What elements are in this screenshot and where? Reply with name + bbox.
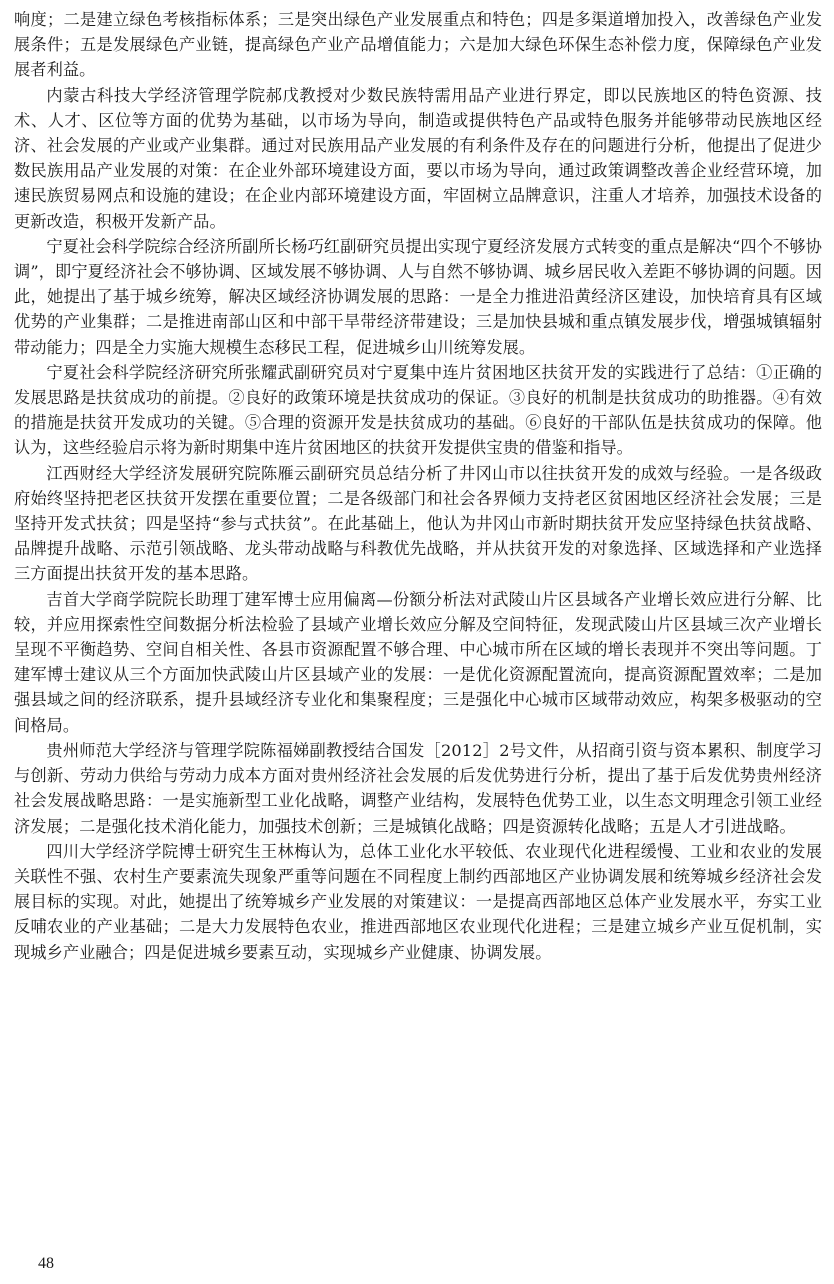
- paragraph-chen-fudi: 贵州师范大学经济与管理学院陈福娣副教授结合国发［2012］2号文件，从招商引资与资本累积、制度学习与创新、劳动力供给与劳动力成本方面对贵州经济社会发展的后发优势进行分析，提出了基于后发优势贵州经济社会发展战略思路：一是实施新型工业化战略，调整产业结构，发展特色优势工业，以生态文明理念引领工业经济发展；二是强化技术消化能力，加强技术创新；三是城镇化战略；四是资源转化战略；五是人才引进战略。: [14, 740, 822, 836]
- paragraph-zhang-yaowu: 宁夏社会科学院经济研究所张耀武副研究员对宁夏集中连片贫困地区扶贫开发的实践进行了总结：①正确的发展思路是扶贫成功的前提。②良好的政策环境是扶贫成功的保证。③良好的机制是扶贫成功的助推器。④有效的措施是扶贫开发成功的关键。⑤合理的资源开发是扶贫成功的基础。⑥良好的干部队伍是扶贫成功的保障。他认为，这些经验启示将为新时期集中连片贫困地区的扶贫开发提供宝贵的借鉴和指导。: [14, 362, 822, 458]
- paragraph-wang-linmei: 四川大学经济学院博士研究生王林梅认为，总体工业化水平较低、农业现代化进程缓慢、工业和农业的发展关联性不强、农村生产要素流失现象严重等问题在不同程度上制约西部地区产业协调发展和统筹城乡经济社会发展目标的实现。对此，她提出了统筹城乡产业发展的对策建议：一是提高西部地区总体产业发展水平，夯实工业反哺农业的产业基础；二是大力发展特色农业，推进西部地区农业现代化进程；三是建立城乡产业互促机制，实现城乡产业融合；四是促进城乡要素互动，实现城乡产业健康、协调发展。: [14, 841, 822, 962]
- paragraph-hao-wu: 内蒙古科技大学经济管理学院郝戊教授对少数民族特需用品产业进行界定，即以民族地区的特色资源、技术、人才、区位等方面的优势为基础，以市场为导向，制造或提供特色产品或特色服务并能够带动民族地区经济、社会发展的产业或产业集群。通过对民族用品产业发展的有利条件及存在的问题进行分析，他提出了促进少数民族用品产业发展的对策：在企业外部环境建设方面，要以市场为导向，通过政策调整改善企业经营环境，加速民族贸易网点和设施的建设；在企业内部环境建设方面，牢固树立品牌意识，注重人才培养，加强技术设备的更新改造，积极开发新产品。: [14, 85, 822, 231]
- document-body: [14, 7, 822, 965]
- paragraph-continued: 响度；二是建立绿色考核指标体系；三是突出绿色产业发展重点和特色；四是多渠道增加投入，改善绿色产业发展条件；五是发展绿色产业链，提高绿色产业产品增值能力；六是加大绿色环保生态补偿力度，保障绿色产业发展者利益。: [14, 10, 822, 80]
- paragraph-chen-yanyun: 江西财经大学经济发展研究院陈雁云副研究员总结分析了井冈山市以往扶贫开发的成效与经验。一是各级政府始终坚持把老区扶贫开发摆在重要位置；二是各级部门和社会各界倾力支持老区贫困地区经济社会发展；三是坚持开发式扶贫；四是坚持“参与式扶贫”。在此基础上，他认为井冈山市新时期扶贫开发应坚持绿色扶贫战略、品牌提升战略、示范引领战略、龙头带动战略与科教优先战略，并从扶贫开发的对象选择、区域选择和产业选择三方面提出扶贫开发的基本思路。: [14, 463, 822, 584]
- paragraph-ding-jianjun: 吉首大学商学院院长助理丁建军博士应用偏离—份额分析法对武陵山片区县域各产业增长效应进行分解、比较，并应用探索性空间数据分析法检验了县域产业增长效应分解及空间特征，发现武陵山片区县域三次产业增长呈现不平衡趋势、空间自相关性、各县市资源配置不够合理、中心城市所在区域的增长表现并不突出等问题。丁建军博士建议从三个方面加快武陵山片区县域产业的发展：一是优化资源配置流向，提高资源配置效率；二是加强县域之间的经济联系，提升县域经济专业化和集聚程度；三是强化中心城市区域带动效应，构架多极驱动的空间格局。: [14, 589, 822, 735]
- paragraph-yang-qiaohong: 宁夏社会科学院综合经济所副所长杨巧红副研究员提出实现宁夏经济发展方式转变的重点是解决“四个不够协调”，即宁夏经济社会不够协调、区域发展不够协调、人与自然不够协调、城乡居民收入差距不够协调的问题。因此，她提出了基于城乡统筹，解决区域经济协调发展的思路：一是全力推进沿黄经济区建设，加快培育具有区域优势的产业集群；二是推进南部山区和中部干旱带经济带建设；三是加快县城和重点镇发展步伐，增强城镇辐射带动能力；四是全力实施大规模生态移民工程，促进城乡山川统筹发展。: [14, 236, 822, 357]
- page-number: 48: [38, 1255, 54, 1272]
